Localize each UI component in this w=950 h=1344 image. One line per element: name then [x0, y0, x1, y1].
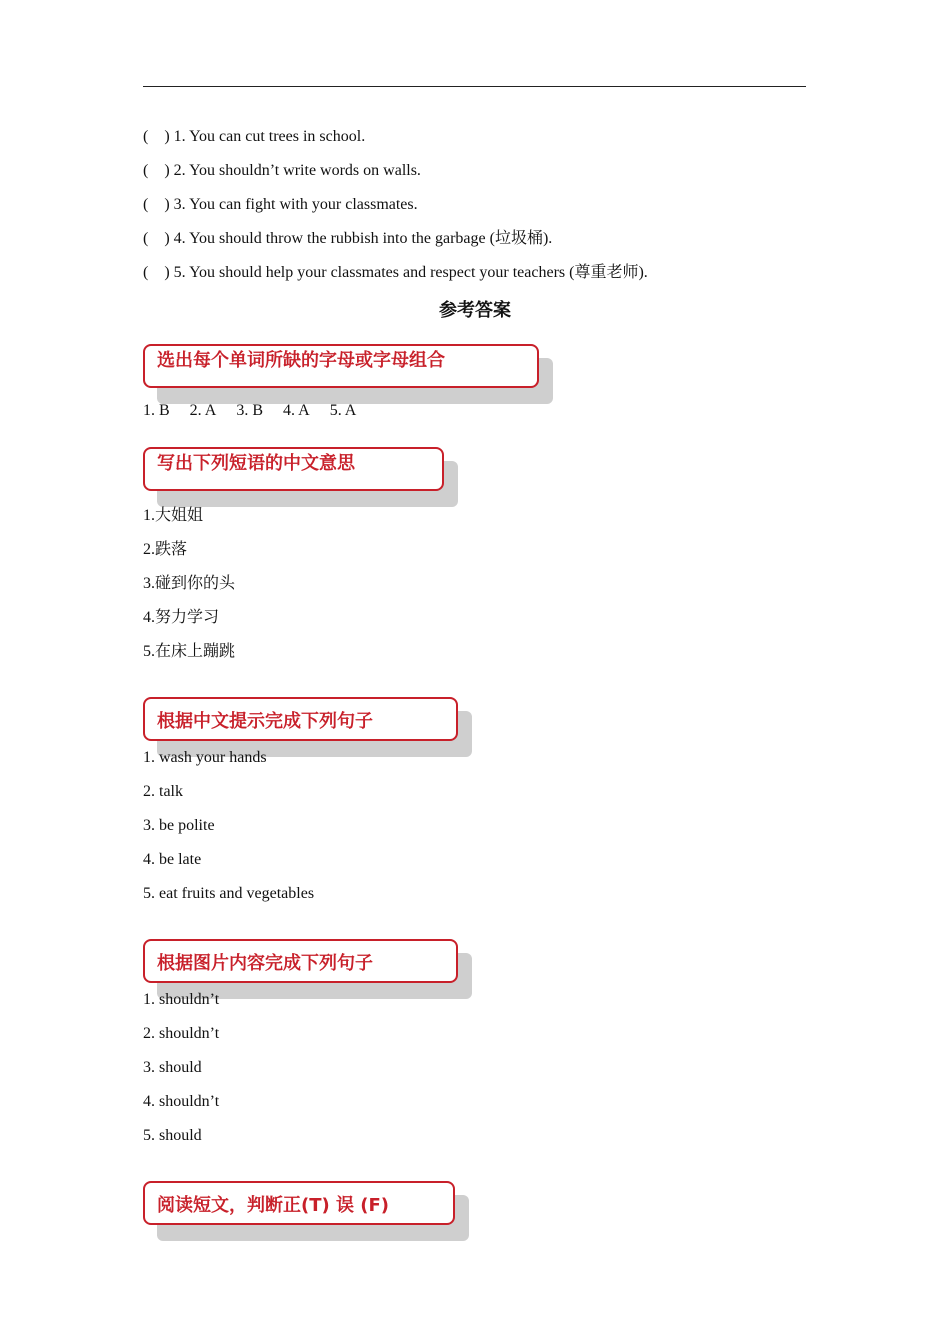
answer-line: 3. should — [143, 1059, 202, 1076]
section-heading-label: 阅读短文，判断正(T) 误 (F) — [157, 1195, 390, 1216]
answer-line: 4. be late — [143, 851, 202, 868]
answer-line: 5. eat fruits and vegetables — [143, 885, 315, 902]
answers-title: 参考答案 — [439, 300, 511, 321]
answer: 4. A — [283, 402, 310, 419]
answer: 5. A — [329, 402, 357, 419]
answer-row-1 — [143, 402, 376, 420]
section-heading-label: 根据中文提示完成下列句子 — [157, 711, 373, 732]
question-1: ( ) 1. You can cut trees in school. — [143, 128, 366, 145]
answer-line: 4.努力学习 — [143, 609, 220, 626]
answer-line: 2.跌落 — [143, 541, 188, 558]
answer: 2. A — [189, 402, 217, 419]
answer-line: 2. shouldn’t — [143, 1025, 220, 1042]
question-2: ( ) 2. You shouldn’t write words on walls. — [143, 162, 421, 179]
question-4: ( ) 4. You should throw the rubbish into the garbage (垃圾桶). — [143, 230, 553, 247]
section-heading-label: 选出每个单词所缺的字母或字母组合 — [157, 350, 445, 371]
answer-line: 3. be polite — [143, 817, 215, 834]
answer-line: 5.在床上蹦跳 — [143, 643, 236, 660]
section-heading-label: 写出下列短语的中文意思 — [157, 453, 355, 474]
answer: 1. B — [143, 402, 170, 419]
answer-line: 5. should — [143, 1127, 202, 1144]
answer-line: 4. shouldn’t — [143, 1093, 220, 1110]
answer-line: 3.碰到你的头 — [143, 575, 236, 592]
answer-line: 1. wash your hands — [143, 749, 267, 766]
question-5: ( ) 5. You should help your classmates and respect your teachers (尊重老师). — [143, 264, 648, 281]
header-rule — [143, 86, 806, 87]
answer: 3. B — [236, 402, 264, 419]
answer-line: 1. shouldn’t — [143, 991, 220, 1008]
section-heading-label: 根据图片内容完成下列句子 — [157, 953, 373, 974]
answer-line: 1.大姐姐 — [143, 507, 204, 524]
answer-line: 2. talk — [143, 783, 183, 800]
question-3: ( ) 3. You can fight with your classmates. — [143, 196, 418, 213]
